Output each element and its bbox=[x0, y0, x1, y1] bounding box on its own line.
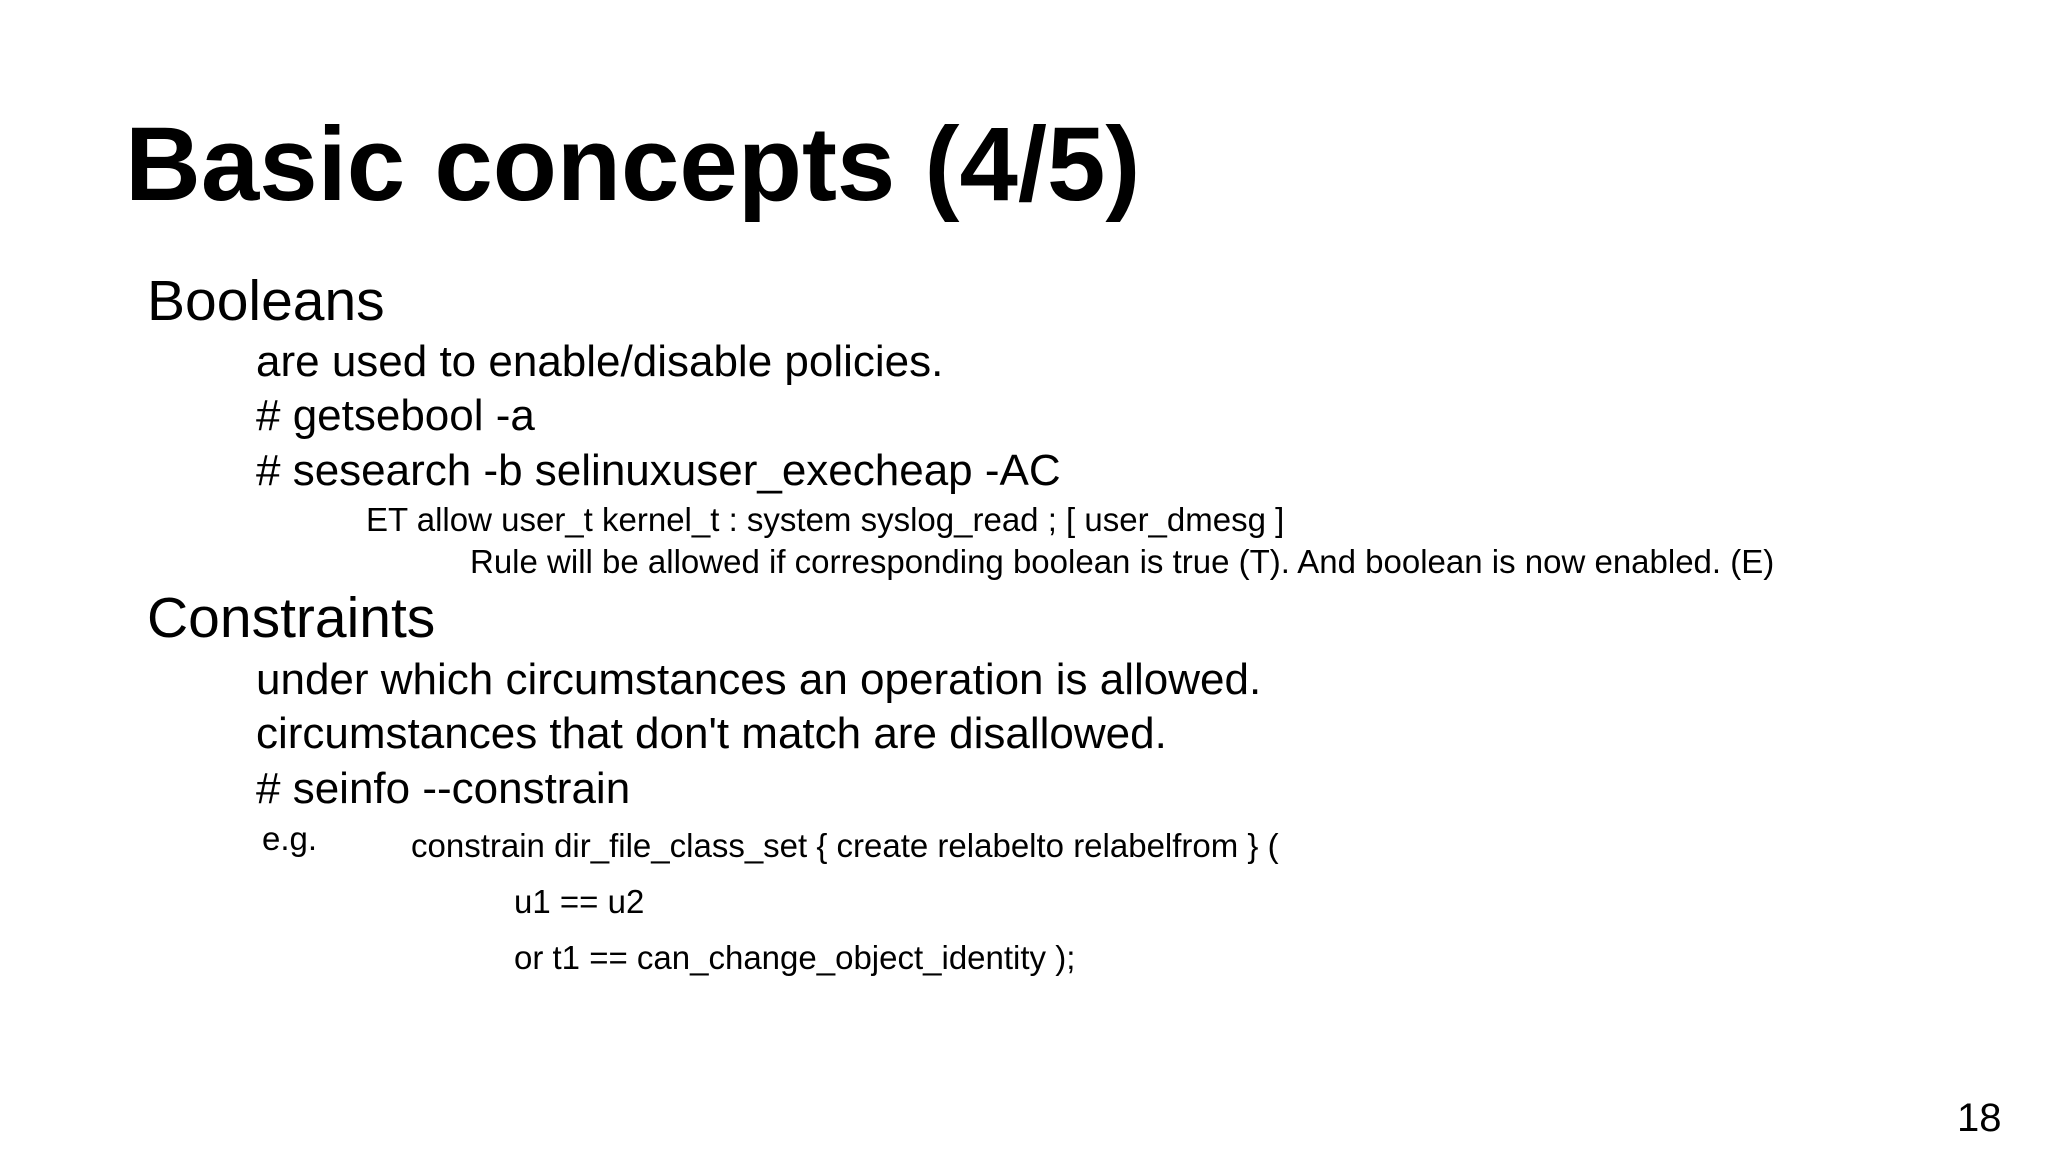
example-code-line: constrain dir_file_class_set { create relabelto relabelfrom } ( bbox=[411, 827, 1279, 864]
constraints-line-disallowed: circumstances that don't match are disallowed. bbox=[256, 709, 1167, 758]
section-heading-booleans: Booleans bbox=[147, 269, 385, 333]
constraints-line-seinfo: # seinfo --constrain bbox=[256, 764, 631, 813]
constraints-line-description: under which circumstances an operation is allowed. bbox=[256, 655, 1262, 704]
booleans-detail-explanation: Rule will be allowed if corresponding boolean is true (T). And boolean is now enabled. (E) bbox=[470, 543, 1775, 580]
booleans-line-sesearch: # sesearch -b selinuxuser_execheap -AC bbox=[256, 446, 1061, 495]
example-code-line: u1 == u2 bbox=[514, 883, 645, 920]
section-heading-constraints: Constraints bbox=[147, 586, 436, 650]
page-number: 18 bbox=[1957, 1096, 2002, 1140]
booleans-line-getsebool: # getsebool -a bbox=[256, 391, 535, 440]
example-label: e.g. bbox=[262, 820, 318, 857]
booleans-line-description: are used to enable/disable policies. bbox=[256, 337, 944, 386]
booleans-detail-rule: ET allow user_t kernel_t : system syslog_read ; [ user_dmesg ] bbox=[366, 501, 1285, 538]
slide-title: Basic concepts (4/5) bbox=[125, 106, 1141, 223]
example-code-line: or t1 == can_change_object_identity ); bbox=[514, 939, 1076, 976]
